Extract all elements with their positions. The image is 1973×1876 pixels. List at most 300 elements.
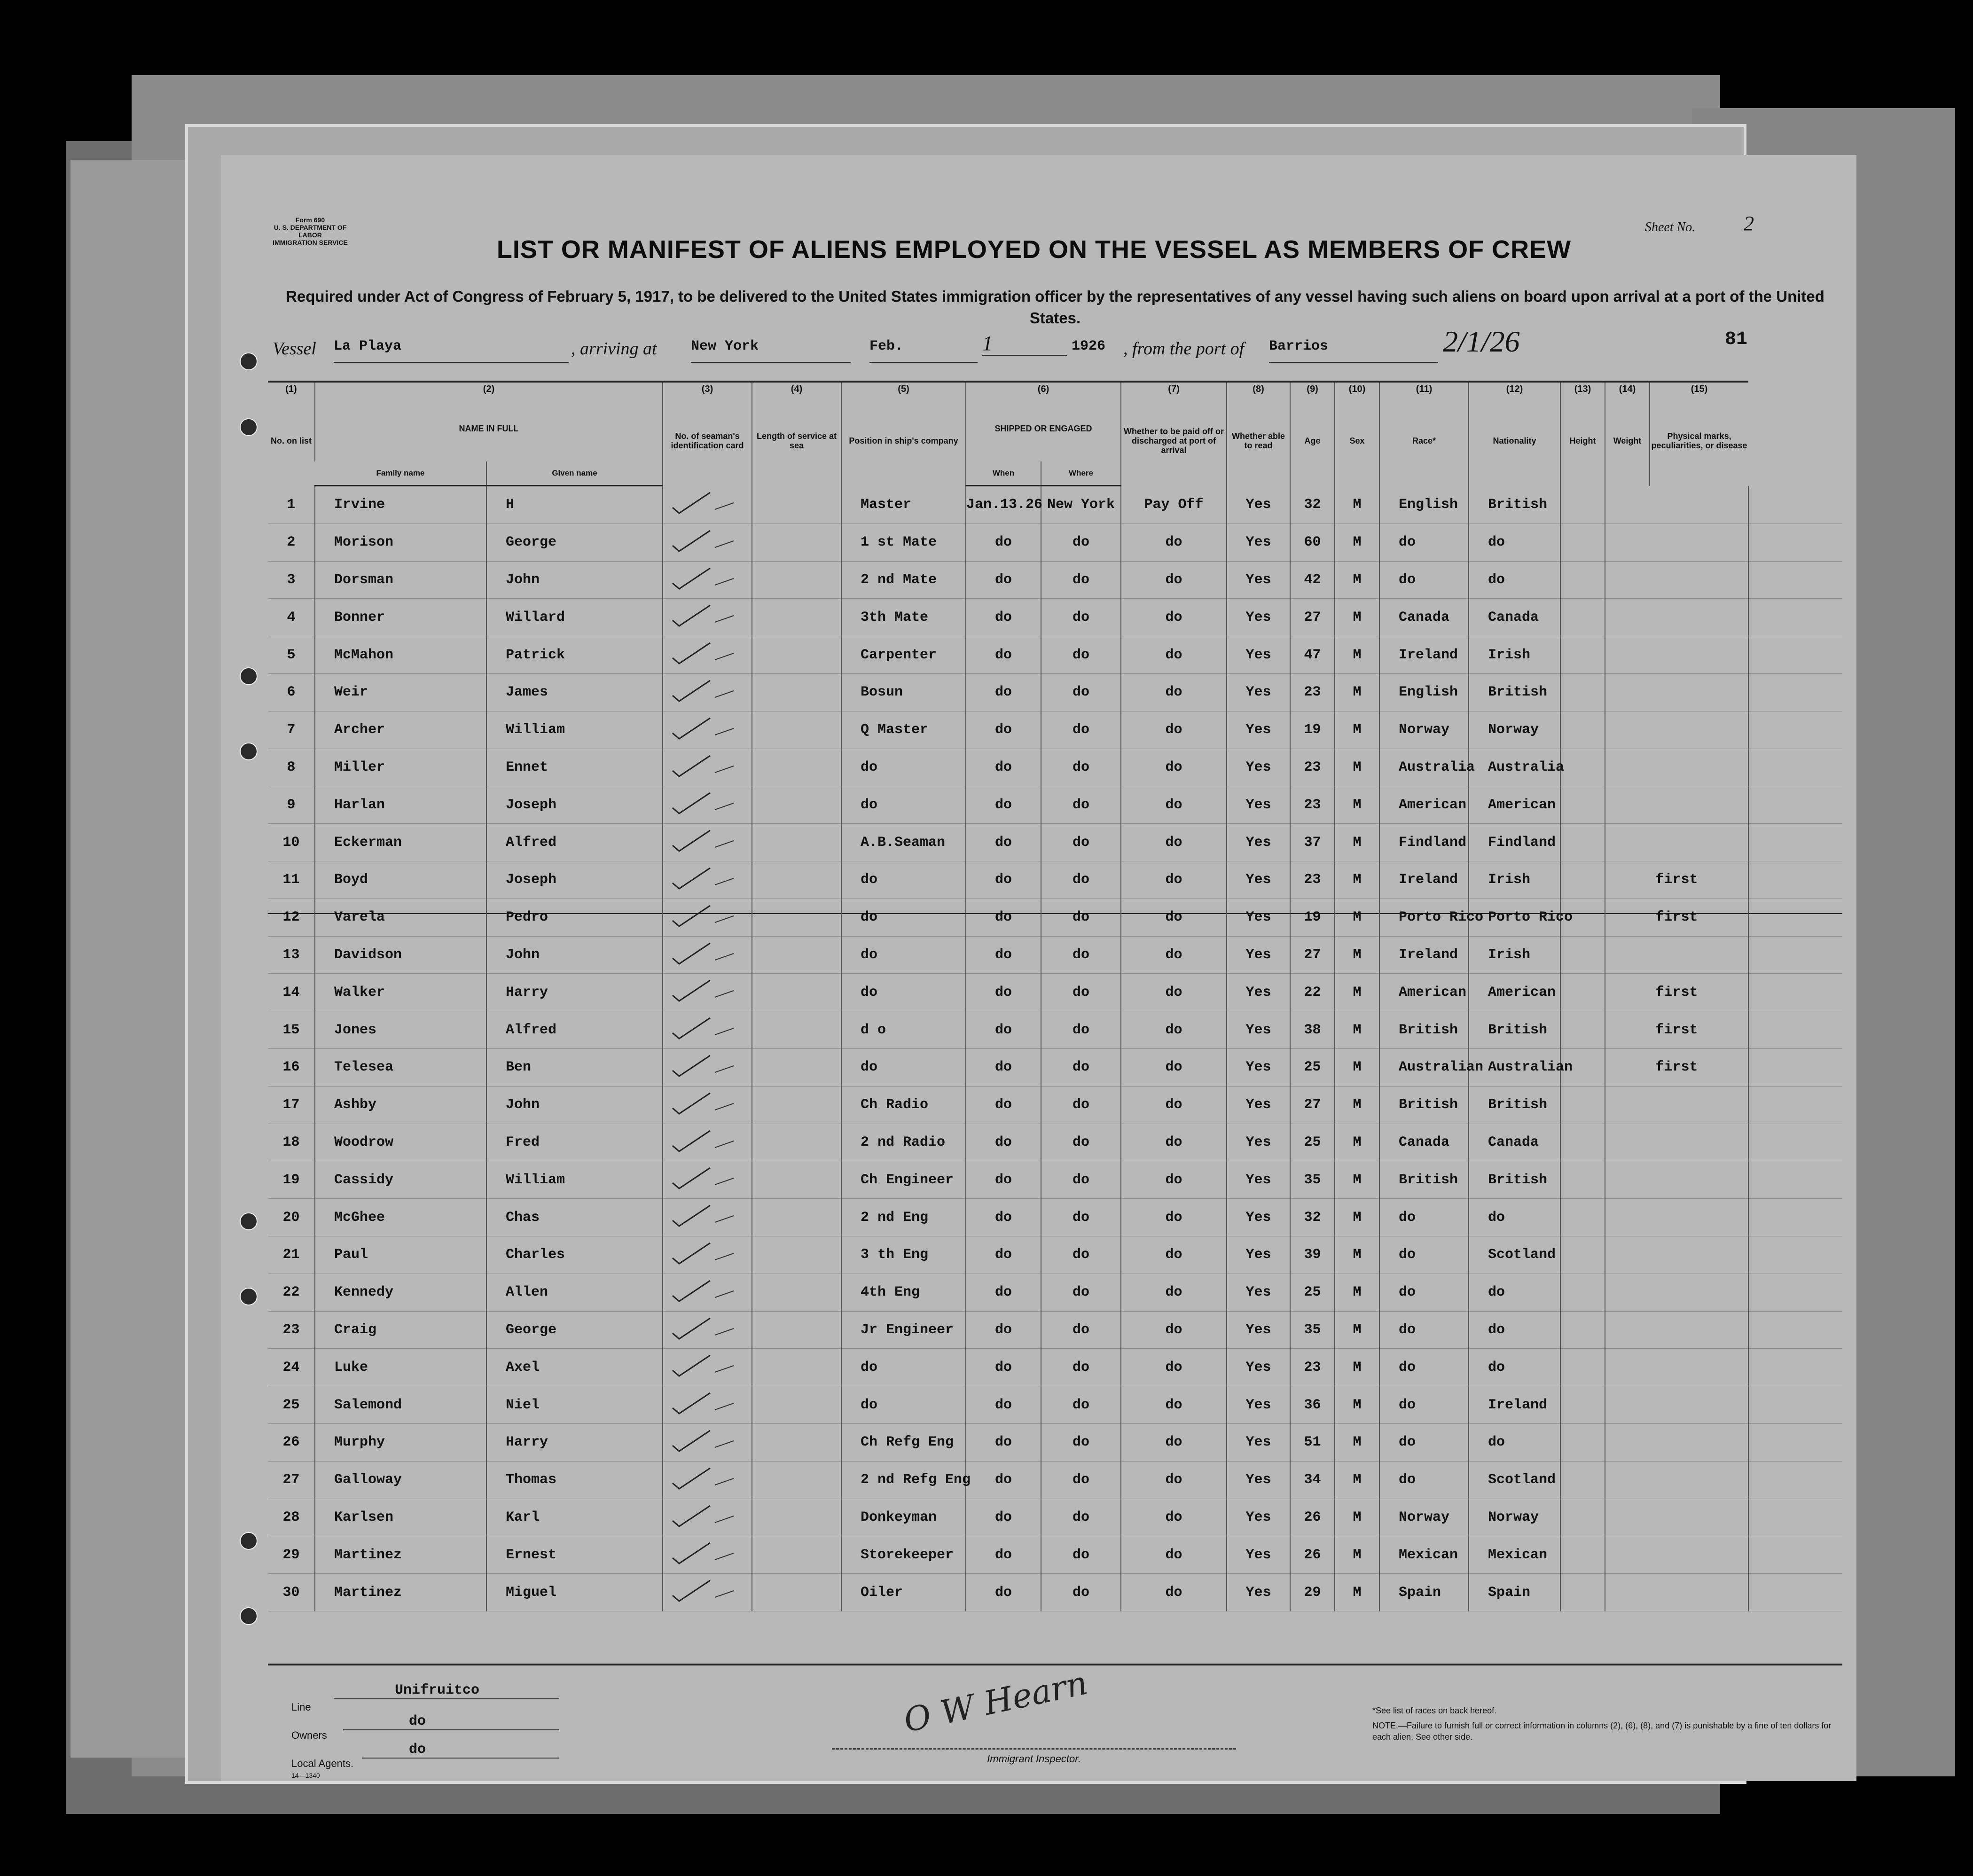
- page-title: LIST OR MANIFEST OF ALIENS EMPLOYED ON THE VESSEL AS MEMBERS OF CREW: [496, 235, 1572, 264]
- family-name: Weir: [315, 673, 486, 711]
- id-card-check: [663, 1199, 752, 1236]
- race: Mexican: [1379, 1536, 1469, 1574]
- weight: [1605, 1349, 1748, 1386]
- weight: [1605, 1423, 1748, 1461]
- shipped-where: do: [1041, 561, 1121, 599]
- race: British: [1379, 1161, 1469, 1199]
- check-mark-icon: [663, 1277, 752, 1310]
- sex: M: [1335, 599, 1379, 636]
- race: do: [1379, 524, 1469, 561]
- able-to-read: Yes: [1227, 561, 1290, 599]
- physical-marks: [1748, 786, 1842, 824]
- physical-marks: [1748, 1461, 1842, 1499]
- line-label: Line: [291, 1701, 311, 1713]
- stamp-number: 81: [1725, 329, 1748, 350]
- check-mark-icon: [663, 714, 752, 747]
- family-name: Morison: [315, 524, 486, 561]
- row-number: 28: [268, 1499, 315, 1536]
- height: [1560, 1423, 1605, 1461]
- height: [1560, 936, 1605, 974]
- race: Canada: [1379, 599, 1469, 636]
- physical-marks: [1748, 1199, 1842, 1236]
- shipped-where: do: [1041, 936, 1121, 974]
- header-length-service: Length of service at sea: [752, 396, 841, 486]
- header-id-card: No. of seaman's identification card: [663, 396, 752, 486]
- row-number: 20: [268, 1199, 315, 1236]
- form-identifier: [263, 216, 357, 246]
- weight: first: [1605, 974, 1748, 1011]
- shipped-when: do: [966, 936, 1041, 974]
- id-card-check: [663, 711, 752, 749]
- race: do: [1379, 1236, 1469, 1274]
- race: British: [1379, 1086, 1469, 1124]
- nationality: British: [1469, 1086, 1560, 1124]
- race: English: [1379, 673, 1469, 711]
- given-name: James: [486, 673, 663, 711]
- family-name: Walker: [315, 974, 486, 1011]
- able-to-read: Yes: [1227, 524, 1290, 561]
- nationality: British: [1469, 486, 1560, 524]
- shipped-where: do: [1041, 673, 1121, 711]
- race: English: [1379, 486, 1469, 524]
- id-card-check: [663, 636, 752, 674]
- form-number: Form 690: [295, 216, 325, 224]
- crew-row: [268, 1236, 1842, 1274]
- age: 60: [1290, 524, 1335, 561]
- race: do: [1379, 1311, 1469, 1349]
- race: do: [1379, 561, 1469, 599]
- shipped-when: do: [966, 1086, 1041, 1124]
- length-of-service: [752, 1124, 841, 1161]
- sex: M: [1335, 711, 1379, 749]
- shipped-where: do: [1041, 1048, 1121, 1086]
- row-number: 15: [268, 1011, 315, 1049]
- family-name: Jones: [315, 1011, 486, 1049]
- weight: first: [1605, 861, 1748, 899]
- shipped-when: do: [966, 974, 1041, 1011]
- height: [1560, 824, 1605, 861]
- length-of-service: [752, 1574, 841, 1611]
- punch-hole: [240, 1288, 258, 1305]
- paid-off: do: [1121, 1386, 1227, 1424]
- shipped-when: do: [966, 1236, 1041, 1274]
- row-number: 7: [268, 711, 315, 749]
- header-height: Height: [1560, 396, 1605, 486]
- sex: M: [1335, 486, 1379, 524]
- nationality: British: [1469, 1161, 1560, 1199]
- crew-row: [268, 861, 1842, 899]
- family-name: Telesea: [315, 1048, 486, 1086]
- from-port-label: , from the port of: [1123, 339, 1245, 359]
- able-to-read: Yes: [1227, 1086, 1290, 1124]
- family-name: Irvine: [315, 486, 486, 524]
- weight: [1605, 1236, 1748, 1274]
- nationality: Mexican: [1469, 1536, 1560, 1574]
- check-mark-icon: [663, 489, 752, 522]
- age: 22: [1290, 974, 1335, 1011]
- row-number: 25: [268, 1386, 315, 1424]
- physical-marks: [1748, 1236, 1842, 1274]
- physical-marks: [1748, 561, 1842, 599]
- row-number: 29: [268, 1536, 315, 1574]
- sex: M: [1335, 1386, 1379, 1424]
- able-to-read: Yes: [1227, 636, 1290, 674]
- weight: [1605, 1386, 1748, 1424]
- row-number: 30: [268, 1574, 315, 1611]
- physical-marks: [1748, 1048, 1842, 1086]
- age: 19: [1290, 711, 1335, 749]
- nationality: Scotland: [1469, 1461, 1560, 1499]
- weight: [1605, 1536, 1748, 1574]
- length-of-service: [752, 673, 841, 711]
- id-card-check: [663, 1086, 752, 1124]
- age: 36: [1290, 1386, 1335, 1424]
- able-to-read: Yes: [1227, 899, 1290, 936]
- race: do: [1379, 1349, 1469, 1386]
- shipped-where: do: [1041, 1161, 1121, 1199]
- nationality: do: [1469, 1423, 1560, 1461]
- paid-off: Pay Off: [1121, 486, 1227, 524]
- position: Ch Engineer: [841, 1161, 966, 1199]
- given-name: Karl: [486, 1499, 663, 1536]
- crew-row: [268, 1048, 1842, 1086]
- physical-marks: [1748, 1274, 1842, 1311]
- race: do: [1379, 1199, 1469, 1236]
- nationality: British: [1469, 1011, 1560, 1049]
- crew-row: [268, 1499, 1842, 1536]
- row-number: 9: [268, 786, 315, 824]
- punch-hole: [240, 667, 258, 685]
- paid-off: do: [1121, 1574, 1227, 1611]
- position: 2 nd Eng: [841, 1199, 966, 1236]
- check-mark-icon: [663, 639, 752, 672]
- check-mark-icon: [663, 1164, 752, 1197]
- race: Canada: [1379, 1124, 1469, 1161]
- position: do: [841, 861, 966, 899]
- given-name: Joseph: [486, 861, 663, 899]
- sex: M: [1335, 1574, 1379, 1611]
- punch-hole: [240, 1532, 258, 1550]
- position: Carpenter: [841, 636, 966, 674]
- paid-off: do: [1121, 1423, 1227, 1461]
- sex: M: [1335, 1011, 1379, 1049]
- id-card-check: [663, 936, 752, 974]
- sex: M: [1335, 899, 1379, 936]
- header-given-name: Given name: [486, 461, 663, 486]
- punch-hole: [240, 418, 258, 436]
- vessel-name: La Playa: [334, 338, 569, 363]
- height: [1560, 561, 1605, 599]
- row-number: 17: [268, 1086, 315, 1124]
- height: [1560, 1536, 1605, 1574]
- header-name-in-full: NAME IN FULL: [315, 396, 663, 461]
- header-position: Position in ship's company: [841, 396, 966, 486]
- check-mark-icon: [663, 602, 752, 634]
- age: 23: [1290, 749, 1335, 786]
- shipped-when: do: [966, 749, 1041, 786]
- weight: [1605, 673, 1748, 711]
- shipped-when: do: [966, 673, 1041, 711]
- given-name: Chas: [486, 1199, 663, 1236]
- position: A.B.Seaman: [841, 824, 966, 861]
- shipped-where: do: [1041, 1461, 1121, 1499]
- family-name: Martinez: [315, 1574, 486, 1611]
- sex: M: [1335, 561, 1379, 599]
- shipped-when: do: [966, 599, 1041, 636]
- family-name: Luke: [315, 1349, 486, 1386]
- check-mark-icon: [663, 1389, 752, 1422]
- given-name: John: [486, 936, 663, 974]
- id-card-check: [663, 861, 752, 899]
- shipped-when: do: [966, 786, 1041, 824]
- shipped-when: do: [966, 899, 1041, 936]
- row-number: 27: [268, 1461, 315, 1499]
- age: 23: [1290, 861, 1335, 899]
- paid-off: do: [1121, 561, 1227, 599]
- position: do: [841, 899, 966, 936]
- col-num-10: (10): [1335, 382, 1379, 396]
- age: 25: [1290, 1048, 1335, 1086]
- id-card-check: [663, 1386, 752, 1424]
- crew-row: [268, 974, 1842, 1011]
- height: [1560, 786, 1605, 824]
- physical-marks: [1748, 1311, 1842, 1349]
- crew-row: [268, 1086, 1842, 1124]
- check-mark-icon: [663, 564, 752, 597]
- height: [1560, 1161, 1605, 1199]
- race: American: [1379, 786, 1469, 824]
- id-card-check: [663, 1349, 752, 1386]
- position: 3 th Eng: [841, 1236, 966, 1274]
- col-num-1: (1): [268, 382, 315, 396]
- physical-marks: [1748, 524, 1842, 561]
- weight: first: [1605, 899, 1748, 936]
- given-name: Harry: [486, 974, 663, 1011]
- header-able-read: Whether able to read: [1227, 396, 1290, 486]
- header-marks: Physical marks, peculiarities, or disease: [1650, 396, 1748, 486]
- length-of-service: [752, 711, 841, 749]
- sheet-label: Sheet No.: [1645, 220, 1696, 234]
- id-card-check: [663, 1274, 752, 1311]
- paid-off: do: [1121, 599, 1227, 636]
- shipped-where: do: [1041, 1274, 1121, 1311]
- height: [1560, 861, 1605, 899]
- shipped-when: do: [966, 1461, 1041, 1499]
- crew-row: [268, 749, 1842, 786]
- family-name: Galloway: [315, 1461, 486, 1499]
- height: [1560, 1086, 1605, 1124]
- paid-off: do: [1121, 1236, 1227, 1274]
- family-name: Paul: [315, 1236, 486, 1274]
- line-value: Unifruitco: [334, 1682, 559, 1699]
- shipped-when: do: [966, 1011, 1041, 1049]
- position: 4th Eng: [841, 1274, 966, 1311]
- able-to-read: Yes: [1227, 1461, 1290, 1499]
- paid-off: do: [1121, 974, 1227, 1011]
- column-header-row: [268, 396, 1842, 461]
- able-to-read: Yes: [1227, 1199, 1290, 1236]
- physical-marks: [1748, 1499, 1842, 1536]
- position: Oiler: [841, 1574, 966, 1611]
- able-to-read: Yes: [1227, 974, 1290, 1011]
- shipped-where: do: [1041, 636, 1121, 674]
- given-name: Patrick: [486, 636, 663, 674]
- length-of-service: [752, 524, 841, 561]
- weight: [1605, 1461, 1748, 1499]
- age: 32: [1290, 1199, 1335, 1236]
- height: [1560, 1011, 1605, 1049]
- position: Master: [841, 486, 966, 524]
- age: 27: [1290, 1086, 1335, 1124]
- length-of-service: [752, 1536, 841, 1574]
- able-to-read: Yes: [1227, 673, 1290, 711]
- id-card-check: [663, 1461, 752, 1499]
- family-name: Harlan: [315, 786, 486, 824]
- check-mark-icon: [663, 977, 752, 1009]
- age: 19: [1290, 899, 1335, 936]
- able-to-read: Yes: [1227, 1236, 1290, 1274]
- length-of-service: [752, 1048, 841, 1086]
- crew-row: [268, 486, 1842, 524]
- physical-marks: [1748, 1349, 1842, 1386]
- paid-off: do: [1121, 1311, 1227, 1349]
- punch-hole: [240, 743, 258, 760]
- sex: M: [1335, 1124, 1379, 1161]
- age: 42: [1290, 561, 1335, 599]
- shipped-when: do: [966, 711, 1041, 749]
- crew-row: [268, 1574, 1842, 1611]
- given-name: Alfred: [486, 824, 663, 861]
- check-mark-icon: [663, 902, 752, 935]
- departure-port: Barrios: [1269, 338, 1438, 363]
- paid-off: do: [1121, 1124, 1227, 1161]
- col-num-12: (12): [1469, 382, 1560, 396]
- shipped-where: do: [1041, 1386, 1121, 1424]
- header-nationality: Nationality: [1469, 396, 1560, 486]
- given-name: Miguel: [486, 1574, 663, 1611]
- family-name: McMahon: [315, 636, 486, 674]
- race: do: [1379, 1423, 1469, 1461]
- able-to-read: Yes: [1227, 786, 1290, 824]
- family-name: Davidson: [315, 936, 486, 974]
- shipped-where: do: [1041, 974, 1121, 1011]
- nationality: American: [1469, 974, 1560, 1011]
- weight: first: [1605, 1048, 1748, 1086]
- paid-off: do: [1121, 636, 1227, 674]
- check-mark-icon: [663, 1089, 752, 1122]
- paid-off: do: [1121, 1199, 1227, 1236]
- arrival-year: 1926: [1072, 338, 1106, 354]
- shipped-where: do: [1041, 1536, 1121, 1574]
- race: American: [1379, 974, 1469, 1011]
- physical-marks: [1748, 673, 1842, 711]
- id-card-check: [663, 1423, 752, 1461]
- sex: M: [1335, 786, 1379, 824]
- header-where: Where: [1041, 461, 1121, 486]
- shipped-where: New York: [1041, 486, 1121, 524]
- check-mark-icon: [663, 789, 752, 822]
- given-name: Ben: [486, 1048, 663, 1086]
- paid-off: do: [1121, 1349, 1227, 1386]
- given-name: George: [486, 1311, 663, 1349]
- physical-marks: [1748, 899, 1842, 936]
- able-to-read: Yes: [1227, 1124, 1290, 1161]
- length-of-service: [752, 486, 841, 524]
- sex: M: [1335, 824, 1379, 861]
- length-of-service: [752, 1423, 841, 1461]
- race: Australian: [1379, 1048, 1469, 1086]
- age: 27: [1290, 599, 1335, 636]
- check-mark-icon: [663, 1052, 752, 1085]
- id-card-check: [663, 524, 752, 561]
- paid-off: do: [1121, 899, 1227, 936]
- length-of-service: [752, 786, 841, 824]
- given-name: Charles: [486, 1236, 663, 1274]
- family-name: Dorsman: [315, 561, 486, 599]
- nationality: do: [1469, 1349, 1560, 1386]
- paid-off: do: [1121, 1161, 1227, 1199]
- paid-off: do: [1121, 824, 1227, 861]
- check-mark-icon: [663, 939, 752, 972]
- shipped-when: do: [966, 1274, 1041, 1311]
- weight: [1605, 1311, 1748, 1349]
- position: do: [841, 1386, 966, 1424]
- shipped-where: do: [1041, 861, 1121, 899]
- weight: [1605, 786, 1748, 824]
- nationality: Australia: [1469, 749, 1560, 786]
- arrival-day: 1: [982, 331, 1067, 356]
- paid-off: do: [1121, 524, 1227, 561]
- row-number: 12: [268, 899, 315, 936]
- nationality: Norway: [1469, 711, 1560, 749]
- crew-rows: [268, 486, 1842, 1611]
- length-of-service: [752, 1236, 841, 1274]
- shipped-when: do: [966, 1574, 1041, 1611]
- col-num-8: (8): [1227, 382, 1290, 396]
- crew-manifest-table: [268, 381, 1842, 1611]
- given-name: Ennet: [486, 749, 663, 786]
- physical-marks: [1748, 1574, 1842, 1611]
- weight: [1605, 561, 1748, 599]
- weight: [1605, 486, 1748, 524]
- sex: M: [1335, 1311, 1379, 1349]
- id-card-check: [663, 1499, 752, 1536]
- nationality: Irish: [1469, 636, 1560, 674]
- given-name: Harry: [486, 1423, 663, 1461]
- shipped-where: do: [1041, 1499, 1121, 1536]
- id-card-check: [663, 1048, 752, 1086]
- row-number: 24: [268, 1349, 315, 1386]
- physical-marks: [1748, 599, 1842, 636]
- check-mark-icon: [663, 1427, 752, 1460]
- physical-marks: [1748, 1124, 1842, 1161]
- header-no-on-list: No. on list: [271, 436, 312, 446]
- length-of-service: [752, 1386, 841, 1424]
- age: 29: [1290, 1574, 1335, 1611]
- id-card-check: [663, 1161, 752, 1199]
- race: Ireland: [1379, 861, 1469, 899]
- crew-row: [268, 1199, 1842, 1236]
- paid-off: do: [1121, 1499, 1227, 1536]
- header-weight: Weight: [1605, 396, 1650, 486]
- able-to-read: Yes: [1227, 749, 1290, 786]
- shipped-where: do: [1041, 824, 1121, 861]
- col-num-3: (3): [663, 382, 752, 396]
- position: d o: [841, 1011, 966, 1049]
- shipped-where: do: [1041, 1199, 1121, 1236]
- shipped-where: do: [1041, 1086, 1121, 1124]
- able-to-read: Yes: [1227, 861, 1290, 899]
